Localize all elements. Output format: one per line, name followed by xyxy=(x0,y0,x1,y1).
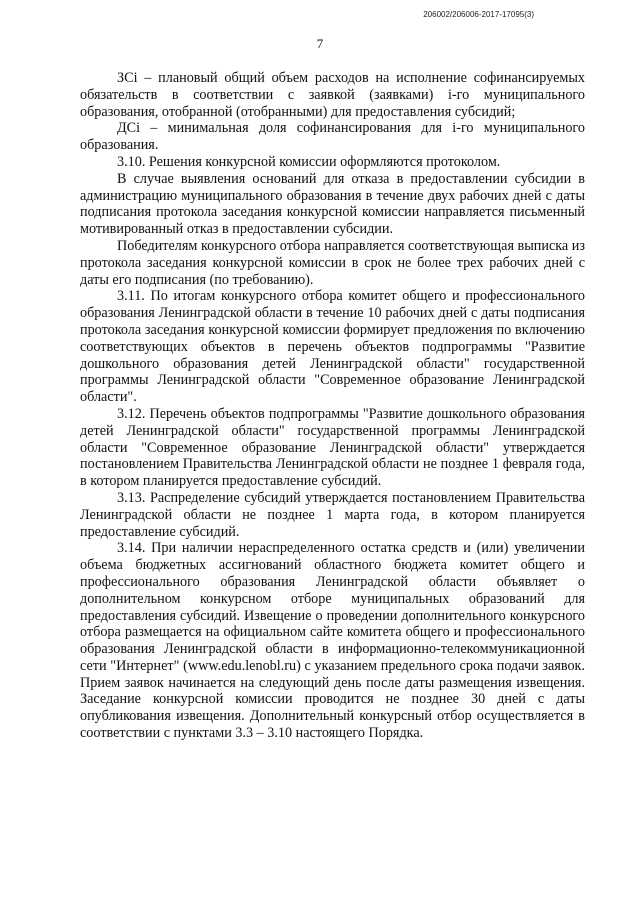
document-body xyxy=(80,70,585,742)
document-code: 206002/206006-2017-17095(3) xyxy=(423,10,534,19)
paragraph-winners: Победителям конкурсного отбора направляется соответствующая выписка из протокола заседания конкурсной комиссии в срок не более трех рабочих дней с даты его подписания (по требованию). xyxy=(80,237,585,288)
paragraph-3-12: 3.12. Перечень объектов подпрограммы "Развитие дошкольного образования детей Ленинградской области" государственной программы Ленинградской области "Современное образование Ленинградской области" утверждается постановлением Правительства Ленинградской области не позднее 1 февраля года, в котором планируется предоставление субсидий. xyxy=(80,405,585,490)
paragraph-refusal: В случае выявления оснований для отказа в предоставлении субсидии в администрацию муниципального образования в течение двух рабочих дней с даты подписания протокола заседания конкурсной комиссии направляется письменный мотивированный отказ в предоставлении субсидии. xyxy=(80,170,585,238)
page-number: 7 xyxy=(316,36,324,51)
paragraph-3-10: 3.10. Решения конкурсной комиссии оформляются протоколом. xyxy=(117,153,501,170)
paragraph-dci-definition: ДCi – минимальная доля софинансирования для i-го муниципального образования. xyxy=(80,120,585,154)
paragraph-zci-definition: ЗCi – плановый общий объем расходов на исполнение софинансируемых обязательств в соответствии с заявкой (заявками) i-го муниципального образования, отобранной (отобранными) для предоставления субсидий; xyxy=(80,70,585,120)
paragraph-3-14: 3.14. При наличии нераспределенного остатка средств и (или) увеличении объема бюджетных ассигнований областного бюджета комитет общего и профессионального образования Ленинградской области объявляет о дополнительном конкурсном отборе муниципальных образований для предоставления субсидий. Извещение о проведении дополнительного конкурсного отбора размещается на официальном сайте комитета общего и профессионального образования Ленинградской области в информационно-телекоммуникационной сети "Интернет" (www.edu.lenobl.ru) с указанием предельного срока подачи заявок. Прием заявок начинается на следующий день после даты размещения извещения. Заседание конкурсной комиссии проводится не позднее 30 дней с даты опубликования извещения. Дополнительный конкурсный отбор осуществляется в соответствии с пунктами 3.3 – 3.10 настоящего Порядка. xyxy=(80,540,585,742)
paragraph-3-13: 3.13. Распределение субсидий утверждается постановлением Правительства Ленинградской области не позднее 1 марта года, в котором планируется предоставление субсидий. xyxy=(80,489,585,540)
paragraph-3-11: 3.11. По итогам конкурсного отбора комитет общего и профессионального образования Ленинградской области в течение 10 рабочих дней с даты подписания протокола заседания конкурсной комиссии формирует предложения по включению соответствующих объектов в перечень объектов подпрограммы "Развитие дошкольного образования детей Ленинградской области" государственной программы Ленинградской области "Современное образование Ленинградской области". xyxy=(80,288,585,406)
